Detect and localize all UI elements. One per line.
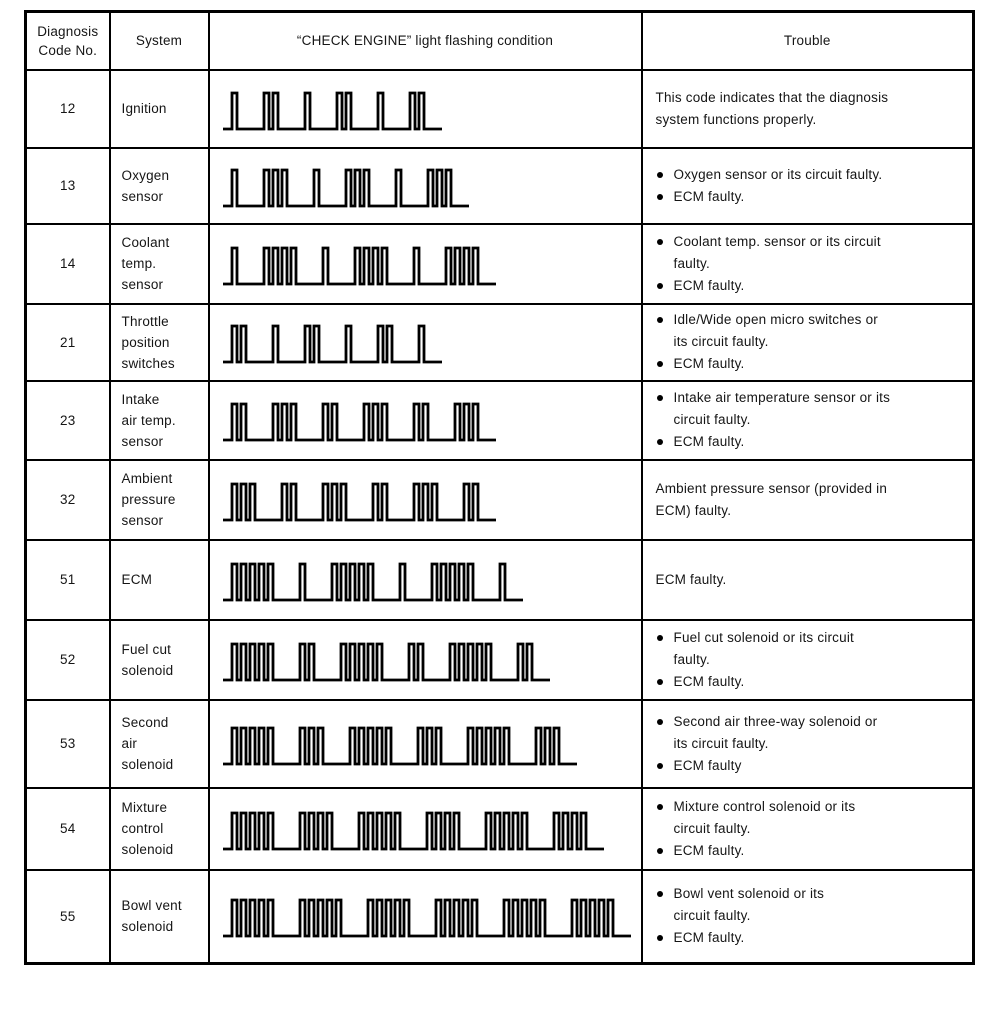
trouble-line: its circuit faulty. bbox=[673, 735, 769, 751]
diagnosis-code-cell bbox=[26, 870, 110, 964]
bullet-dot bbox=[657, 317, 663, 323]
header-diagnosis-code-line1: Diagnosis bbox=[37, 23, 99, 39]
table-row bbox=[26, 788, 974, 870]
trouble-line: ECM faulty. bbox=[673, 356, 745, 371]
trouble-item bbox=[656, 840, 969, 862]
system-cell bbox=[110, 870, 209, 964]
trouble-item bbox=[656, 927, 969, 949]
flash-condition-cell bbox=[209, 70, 642, 148]
system-line: sensor bbox=[121, 513, 164, 528]
diagnosis-code-cell bbox=[26, 148, 110, 224]
flash-condition-cell bbox=[209, 620, 642, 700]
system-line: sensor bbox=[121, 188, 164, 204]
trouble-cell bbox=[642, 788, 974, 870]
trouble-line: faulty. bbox=[673, 255, 710, 271]
trouble-item bbox=[656, 87, 969, 131]
diagnosis-code-cell bbox=[26, 70, 110, 148]
header-system bbox=[110, 12, 209, 70]
diagnosis-code-cell bbox=[26, 540, 110, 620]
header-row bbox=[26, 12, 974, 70]
diagnosis-code: 52 bbox=[60, 652, 76, 667]
diagnosis-code-table bbox=[24, 10, 975, 965]
system-line: Second bbox=[121, 715, 169, 730]
system-line: Mixture bbox=[121, 800, 168, 815]
trouble-line: Ambient pressure sensor (provided in bbox=[655, 480, 888, 496]
system-line: position bbox=[121, 334, 170, 350]
trouble-item bbox=[656, 186, 969, 208]
trouble-item bbox=[656, 627, 969, 671]
flash-pattern-waveform bbox=[222, 313, 444, 371]
trouble-line: circuit faulty. bbox=[673, 412, 751, 427]
flash-condition-cell bbox=[209, 788, 642, 870]
trouble-line: ECM faulty. bbox=[673, 277, 745, 293]
trouble-cell bbox=[642, 620, 974, 700]
flash-condition-cell bbox=[209, 460, 642, 540]
table-row bbox=[26, 70, 974, 148]
system-cell bbox=[110, 540, 209, 620]
system-cell bbox=[110, 304, 209, 381]
diagnosis-code: 21 bbox=[60, 334, 76, 350]
diagnosis-code-cell bbox=[26, 460, 110, 540]
system-line: Ambient bbox=[121, 471, 173, 486]
trouble-line: Mixture control solenoid or its bbox=[673, 798, 856, 814]
diagnosis-code-cell bbox=[26, 224, 110, 304]
system-line: Fuel cut bbox=[121, 641, 172, 657]
trouble-line: ECM faulty. bbox=[673, 930, 745, 946]
diagnosis-code: 32 bbox=[60, 492, 76, 507]
trouble-line: ECM faulty. bbox=[673, 673, 745, 689]
table-row bbox=[26, 224, 974, 304]
diagnosis-code: 13 bbox=[60, 178, 76, 193]
trouble-cell bbox=[642, 381, 974, 460]
system-line: Oxygen bbox=[121, 167, 170, 183]
trouble-cell bbox=[642, 700, 974, 788]
flash-pattern-waveform bbox=[222, 235, 498, 293]
trouble-line: its circuit faulty. bbox=[673, 334, 769, 349]
trouble-line: Intake air temperature sensor or its bbox=[673, 390, 891, 405]
trouble-line: ECM faulty. bbox=[673, 188, 745, 204]
trouble-cell bbox=[642, 870, 974, 964]
trouble-item bbox=[656, 711, 969, 755]
flash-pattern-waveform bbox=[222, 631, 552, 689]
trouble-item bbox=[656, 164, 969, 186]
flash-condition-cell bbox=[209, 148, 642, 224]
flash-pattern-waveform bbox=[222, 80, 444, 138]
table-row bbox=[26, 700, 974, 788]
diagnosis-code: 12 bbox=[60, 101, 76, 116]
bullet-dot bbox=[657, 283, 663, 289]
system-line: solenoid bbox=[121, 842, 174, 857]
flash-condition-cell bbox=[209, 304, 642, 381]
system-line: air bbox=[121, 736, 138, 751]
trouble-item bbox=[656, 796, 969, 840]
system-cell bbox=[110, 700, 209, 788]
system-line: temp. bbox=[121, 256, 157, 271]
system-line: solenoid bbox=[121, 919, 174, 935]
flash-pattern-waveform bbox=[222, 471, 498, 529]
system-line: ECM bbox=[121, 572, 153, 587]
trouble-cell bbox=[642, 540, 974, 620]
trouble-item bbox=[656, 353, 969, 375]
trouble-line: ECM) faulty. bbox=[655, 502, 732, 518]
flash-condition-cell bbox=[209, 381, 642, 460]
bullet-dot bbox=[657, 395, 663, 401]
bullet-dot bbox=[657, 239, 663, 245]
flash-condition-cell bbox=[209, 540, 642, 620]
system-line: control bbox=[121, 821, 164, 836]
diagnosis-code-cell bbox=[26, 304, 110, 381]
trouble-line: Coolant temp. sensor or its circuit bbox=[673, 233, 881, 249]
system-line: air temp. bbox=[121, 412, 176, 428]
trouble-cell bbox=[642, 148, 974, 224]
diagnosis-code-cell bbox=[26, 788, 110, 870]
system-line: Throttle bbox=[121, 313, 169, 329]
flash-pattern-waveform bbox=[222, 887, 633, 945]
trouble-cell bbox=[642, 460, 974, 540]
system-cell bbox=[110, 224, 209, 304]
system-cell bbox=[110, 620, 209, 700]
diagnosis-code: 54 bbox=[60, 821, 76, 836]
trouble-item bbox=[656, 671, 969, 693]
trouble-line: ECM faulty. bbox=[673, 842, 745, 858]
flash-pattern-waveform bbox=[222, 551, 525, 609]
header-system-label: System bbox=[135, 33, 183, 49]
bullet-dot bbox=[657, 172, 663, 178]
trouble-item bbox=[656, 231, 969, 275]
diagnosis-code-cell bbox=[26, 700, 110, 788]
trouble-line: circuit faulty. bbox=[673, 908, 751, 924]
system-line: switches bbox=[121, 355, 175, 371]
system-line: Ignition bbox=[121, 101, 167, 116]
system-cell bbox=[110, 148, 209, 224]
trouble-item bbox=[656, 431, 969, 453]
system-line: solenoid bbox=[121, 757, 174, 772]
trouble-line: This code indicates that the diagnosis bbox=[655, 89, 889, 105]
bullet-dot bbox=[657, 719, 663, 725]
flash-condition-cell bbox=[209, 870, 642, 964]
trouble-item bbox=[656, 275, 969, 297]
bullet-dot bbox=[657, 439, 663, 445]
trouble-line: system functions properly. bbox=[655, 111, 817, 127]
system-line: solenoid bbox=[121, 662, 174, 678]
trouble-line: ECM faulty. bbox=[673, 434, 745, 449]
bullet-dot bbox=[657, 935, 663, 941]
diagnosis-code-cell bbox=[26, 381, 110, 460]
table-row bbox=[26, 620, 974, 700]
table-row bbox=[26, 381, 974, 460]
system-cell bbox=[110, 460, 209, 540]
flash-pattern-waveform bbox=[222, 715, 579, 773]
trouble-line: Fuel cut solenoid or its circuit bbox=[673, 629, 854, 645]
trouble-item bbox=[656, 755, 969, 777]
bullet-dot bbox=[657, 763, 663, 769]
flash-pattern-waveform bbox=[222, 157, 471, 215]
bullet-dot bbox=[657, 635, 663, 641]
diagnosis-code: 55 bbox=[60, 908, 76, 924]
table-row bbox=[26, 540, 974, 620]
system-line: sensor bbox=[121, 433, 164, 449]
system-cell bbox=[110, 70, 209, 148]
table-row bbox=[26, 460, 974, 540]
bullet-dot bbox=[657, 361, 663, 367]
trouble-item bbox=[656, 883, 969, 927]
header-diagnosis-code-line2: Code No. bbox=[38, 42, 98, 58]
bullet-dot bbox=[657, 194, 663, 200]
trouble-item bbox=[656, 569, 969, 591]
system-line: Bowl vent bbox=[121, 898, 182, 914]
system-cell bbox=[110, 788, 209, 870]
table-row bbox=[26, 304, 974, 381]
trouble-line: ECM faulty. bbox=[655, 571, 727, 587]
flash-pattern-waveform bbox=[222, 800, 606, 858]
system-line: pressure bbox=[121, 492, 176, 507]
system-cell bbox=[110, 381, 209, 460]
diagnosis-code: 53 bbox=[60, 736, 76, 751]
trouble-line: Second air three-way solenoid or bbox=[673, 713, 878, 729]
system-line: Intake bbox=[121, 391, 160, 407]
trouble-item bbox=[656, 387, 969, 431]
bullet-dot bbox=[657, 679, 663, 685]
header-flash-condition-label: “CHECK ENGINE” light flashing condition bbox=[296, 33, 554, 49]
diagnosis-code: 23 bbox=[60, 412, 76, 428]
trouble-cell bbox=[642, 304, 974, 381]
trouble-line: faulty. bbox=[673, 651, 710, 667]
flash-condition-cell bbox=[209, 700, 642, 788]
bullet-dot bbox=[657, 891, 663, 897]
trouble-cell bbox=[642, 70, 974, 148]
trouble-line: Bowl vent solenoid or its bbox=[673, 886, 825, 902]
bullet-dot bbox=[657, 848, 663, 854]
header-trouble bbox=[642, 12, 974, 70]
header-flash-condition bbox=[209, 12, 642, 70]
trouble-cell bbox=[642, 224, 974, 304]
diagnosis-code: 51 bbox=[60, 572, 76, 587]
table-row bbox=[26, 148, 974, 224]
trouble-line: ECM faulty bbox=[673, 757, 742, 773]
header-diagnosis-code bbox=[26, 12, 110, 70]
trouble-line: Idle/Wide open micro switches or bbox=[673, 312, 878, 327]
diagnosis-code-cell bbox=[26, 620, 110, 700]
flash-pattern-waveform bbox=[222, 391, 498, 449]
flash-condition-cell bbox=[209, 224, 642, 304]
system-line: Coolant bbox=[121, 235, 170, 250]
header-trouble-label: Trouble bbox=[783, 33, 831, 49]
trouble-line: circuit faulty. bbox=[673, 820, 751, 836]
bullet-dot bbox=[657, 804, 663, 810]
trouble-line: Oxygen sensor or its circuit faulty. bbox=[673, 166, 883, 182]
trouble-item bbox=[656, 478, 969, 522]
table-row bbox=[26, 870, 974, 964]
diagnosis-code: 14 bbox=[60, 256, 76, 271]
system-line: sensor bbox=[121, 277, 164, 292]
trouble-item bbox=[656, 309, 969, 353]
